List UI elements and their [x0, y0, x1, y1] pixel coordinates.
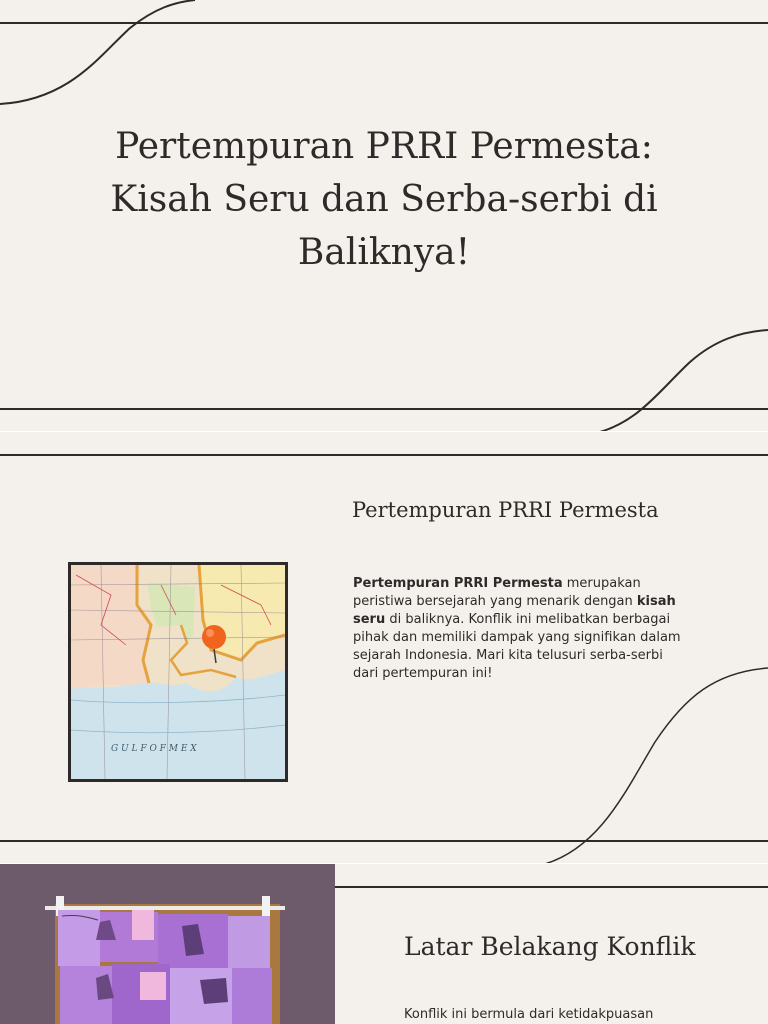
slide-intro: [0, 432, 768, 864]
map-illustration: [71, 565, 285, 779]
map-image: [68, 562, 288, 782]
title-line-3: Baliknya!: [297, 232, 471, 273]
slide-background: [0, 864, 768, 1024]
section-heading: Pertempuran PRRI Permesta: [352, 498, 659, 522]
body-bold-2: kisah seru: [353, 594, 676, 627]
photo-illustration: [0, 864, 335, 1024]
title-line-2: Kisah Seru dan Serba-serbi di: [110, 179, 658, 220]
photo-image: [0, 864, 335, 1024]
section-body: [353, 575, 683, 683]
page-title: [84, 120, 684, 279]
slide-title: [0, 0, 768, 432]
title-line-1: Pertempuran PRRI Permesta:: [115, 126, 653, 167]
body-text-2: di baliknya. Konflik ini melibatkan berbagai pihak dan memiliki dampak yang signifikan dalam sejarah Indonesia. Mari kita telusuri serba-serbi dari pertempuran ini!: [353, 612, 681, 681]
map-label: G U L F O F M E X: [111, 744, 197, 754]
section-heading: Latar Belakang Konflik: [404, 932, 696, 961]
body-bold-1: Pertempuran PRRI Permesta: [353, 576, 563, 591]
body-text-1: merupakan peristiwa bersejarah yang menarik dengan: [353, 576, 641, 609]
section-body: Konflik ini bermula dari ketidakpuasan: [404, 1007, 654, 1022]
